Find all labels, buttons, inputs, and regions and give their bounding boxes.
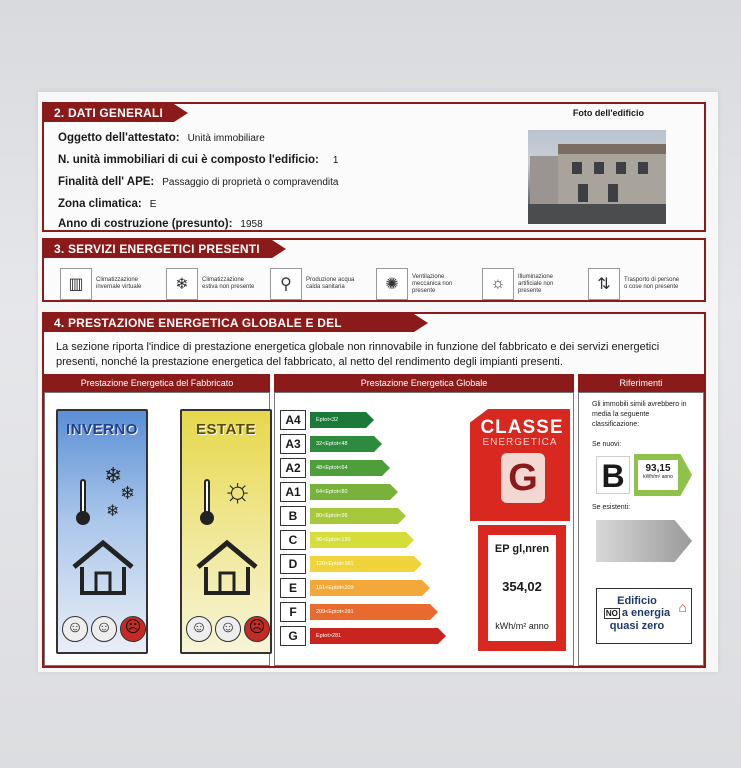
class-label: C bbox=[280, 530, 306, 550]
snowflake-icon: ❄ bbox=[106, 503, 120, 520]
elevator-icon: ⇅ bbox=[588, 268, 620, 300]
head-globale: Prestazione Energetica Globale bbox=[274, 374, 574, 392]
class-range-bar: 32<Eptot<48 bbox=[310, 436, 374, 452]
section-title: 4. PRESTAZIONE ENERGETICA GLOBALE E DEL FABBRICATO bbox=[44, 314, 414, 332]
ep-value: 354,02 bbox=[502, 579, 542, 594]
neutral-face-icon: ☺ bbox=[215, 616, 241, 642]
row-anno: Anno di costruzione (presunto): 1958 bbox=[58, 218, 263, 230]
ref-new-class-letter: B bbox=[596, 456, 630, 494]
sad-face-icon: ☹ bbox=[244, 616, 270, 642]
building-photo bbox=[528, 130, 666, 224]
head-riferimenti: Riferimenti bbox=[578, 374, 704, 392]
class-label: B bbox=[280, 506, 306, 526]
class-range-bar: Eptot>281 bbox=[310, 628, 438, 644]
house-icon bbox=[70, 537, 136, 597]
class-label: D bbox=[280, 554, 306, 574]
nzeb-box: Edificio NO a energia quasi zero ⌂ bbox=[596, 588, 692, 644]
class-label: A2 bbox=[280, 458, 306, 478]
class-label: F bbox=[280, 602, 306, 622]
summer-title: ESTATE bbox=[196, 420, 256, 438]
service-radiator: ▥ Climatizzazione invernale virtuale bbox=[60, 268, 154, 300]
service-lamp: ☼ Illuminazione artificiale non presente bbox=[482, 268, 576, 300]
happy-face-icon: ☺ bbox=[186, 616, 212, 642]
nzeb-no-badge: NO bbox=[605, 609, 618, 618]
section-dati-generali bbox=[42, 102, 706, 232]
class-range-bar: 120<Eptot<161 bbox=[310, 556, 414, 572]
snowflake-icon: ❄ bbox=[120, 483, 136, 503]
ep-label: EP gl,nren bbox=[494, 543, 550, 555]
ref-description: Gli immobili simili avrebbero in media la seguente classificazione: Se nuovi: bbox=[592, 401, 687, 448]
thermometer-icon bbox=[200, 479, 214, 525]
section-title: 3. SERVIZI ENERGETICI PRESENTI bbox=[44, 240, 272, 258]
radiator-icon: ▥ bbox=[60, 268, 92, 300]
class-row-c bbox=[280, 530, 406, 550]
class-label: G bbox=[280, 626, 306, 646]
class-row-g bbox=[280, 626, 438, 646]
ape-document bbox=[38, 92, 718, 672]
classe-subtitle: ENERGETICA bbox=[482, 437, 558, 448]
row-oggetto: Oggetto dell'attestato: Unità immobiliare bbox=[58, 132, 265, 144]
classe-title: CLASSE bbox=[480, 417, 564, 438]
class-range-bar: 80<Eptot<96 bbox=[310, 508, 398, 524]
section-title: 2. DATI GENERALI bbox=[44, 104, 174, 122]
class-row-a2 bbox=[280, 458, 382, 478]
happy-face-icon: ☺ bbox=[62, 616, 88, 642]
class-range-bar: 64<Eptot<80 bbox=[310, 484, 390, 500]
class-row-a4 bbox=[280, 410, 366, 430]
class-row-a1 bbox=[280, 482, 390, 502]
winter-title: INVERNO bbox=[66, 420, 138, 438]
class-row-b bbox=[280, 506, 398, 526]
class-label: A1 bbox=[280, 482, 306, 502]
row-zona: Zona climatica: E bbox=[58, 198, 157, 210]
class-row-f bbox=[280, 602, 430, 622]
ref-new-class bbox=[592, 452, 696, 498]
section-prestazione bbox=[42, 312, 706, 668]
nzeb-house-icon: ⌂ bbox=[678, 599, 687, 615]
service-faucet: ⚲ Produzione acqua calda sanitaria bbox=[270, 268, 364, 300]
service-elevator: ⇅ Trasporto di persone o cose non presente bbox=[588, 268, 682, 300]
ep-box bbox=[478, 525, 566, 651]
head-fabbricato: Prestazione Energetica del Fabbricato bbox=[44, 374, 270, 392]
class-row-d bbox=[280, 554, 414, 574]
snowflake-icon: ❄ bbox=[104, 463, 123, 488]
ac-icon: ❄ bbox=[166, 268, 198, 300]
section-intro: La sezione riporta l'indice di prestazione energetica globale non rinnovabile in funzione del fabbricato e dei servizi energetici presenti, nonché la prestazione energetica del fabbricato, al netto del rendimento degli impianti presenti. bbox=[56, 341, 660, 368]
faucet-icon: ⚲ bbox=[270, 268, 302, 300]
neutral-face-icon: ☺ bbox=[91, 616, 117, 642]
class-label: A3 bbox=[280, 434, 306, 454]
ref-existing-label: Se esistenti: bbox=[592, 504, 631, 511]
service-ac: ❄ Climatizzazione estiva non presente bbox=[166, 268, 260, 300]
ep-unit: kWh/m² anno bbox=[495, 621, 549, 631]
winter-card bbox=[56, 409, 148, 654]
class-row-a3 bbox=[280, 434, 374, 454]
class-label: A4 bbox=[280, 410, 306, 430]
summer-card bbox=[180, 409, 272, 654]
class-range-bar: 161<Eptot<209 bbox=[310, 580, 422, 596]
ref-new-value-box: 93,15 kWh/m² anno bbox=[638, 460, 678, 490]
house-icon bbox=[194, 537, 260, 597]
class-range-bar: 96<Eptot<120 bbox=[310, 532, 406, 548]
class-range-bar: 209<Eptot<281 bbox=[310, 604, 430, 620]
section-servizi bbox=[42, 238, 706, 302]
row-unita: N. unità immobiliari di cui è composto l'edificio: 1 bbox=[58, 154, 339, 166]
fan-icon: ✺ bbox=[376, 268, 408, 300]
row-finalita: Finalità dell' APE: Passaggio di proprietà o compravendita bbox=[58, 176, 339, 188]
class-range-bar: Eptot<32 bbox=[310, 412, 366, 428]
sun-icon: ☼ bbox=[222, 471, 254, 509]
class-row-e bbox=[280, 578, 422, 598]
thermometer-icon bbox=[76, 479, 90, 525]
classe-energetica bbox=[470, 409, 570, 654]
ref-existing-arrow bbox=[596, 520, 692, 562]
class-range-bar: 48<Eptot<64 bbox=[310, 460, 382, 476]
sad-face-icon: ☹ bbox=[120, 616, 146, 642]
service-fan: ✺ Ventilazione meccanica non presente bbox=[376, 268, 470, 300]
class-label: E bbox=[280, 578, 306, 598]
photo-label: Foto dell'edificio bbox=[572, 108, 644, 118]
classe-value: G bbox=[501, 453, 545, 503]
lamp-icon: ☼ bbox=[482, 268, 514, 300]
